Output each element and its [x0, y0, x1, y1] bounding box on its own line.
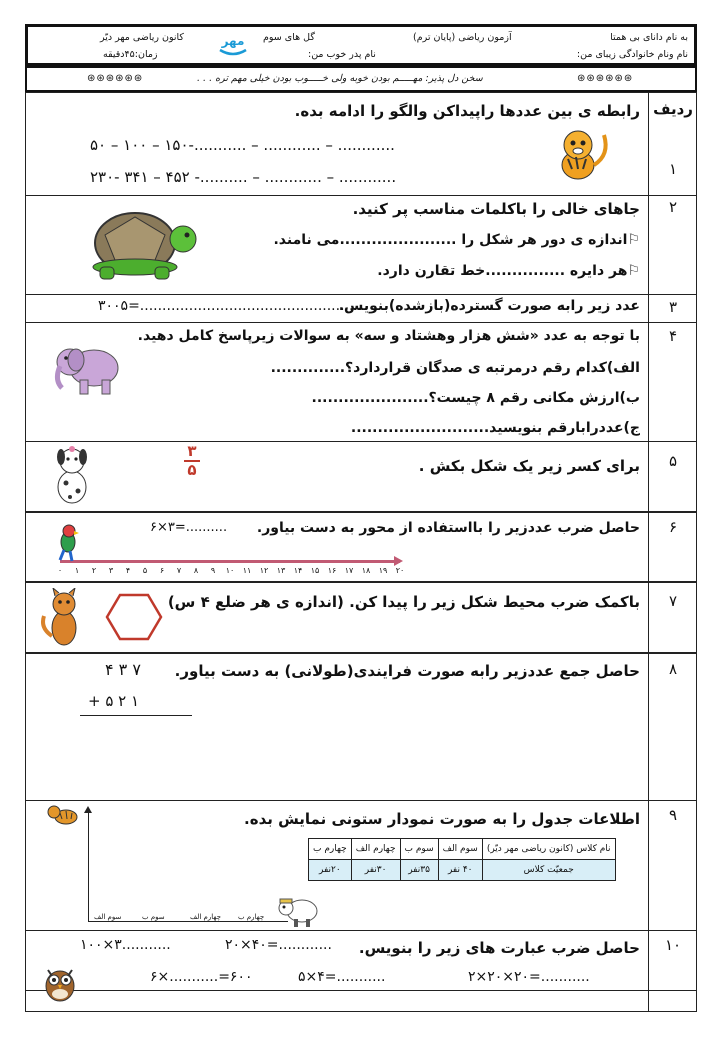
table-header-cell: چهارم الف — [351, 839, 400, 860]
elephant-icon — [52, 340, 124, 402]
flag-icon: ⚐ — [627, 263, 640, 279]
table-cell: ۳۵نفر — [400, 860, 438, 881]
q9-number: ۹ — [668, 806, 678, 824]
header-class: گل های سوم — [263, 32, 315, 43]
q5-fraction — [180, 443, 204, 479]
tiger-icon — [548, 125, 614, 191]
q3-text: عدد زیر رابه صورت گسترده(بازشده)بنویس. — [338, 298, 640, 314]
exam-header — [25, 24, 697, 66]
table-header-cell: سوم الف — [438, 839, 482, 860]
row-divider — [25, 294, 697, 295]
q2-text: جاهای خالی را باکلمات مناسب پر کنید. — [352, 200, 640, 218]
q6-text: حاصل ضرب عددزیر را بااستفاده از محور به دست بیاور. — [256, 520, 640, 536]
q10-expr-3: ۶×...........=۶۰۰ — [150, 969, 253, 985]
q3-number: ۳ — [668, 298, 678, 316]
q3-answer-line: ۳۰۰۵=.................................................. — [98, 298, 363, 314]
row-divider — [25, 990, 697, 991]
q10-expr-4: ۵×۴=........... — [298, 969, 386, 985]
q4-text: با توجه به عدد «شش هزار وهشتاد و سه» به سوالات زیرپاسخ کامل دهید. — [137, 328, 640, 344]
quote-stars-left: ⊛⊛⊛⊛⊛⊛ — [87, 73, 144, 84]
chart-category-label: سوم الف — [94, 913, 122, 921]
chart-category-label: چهارم ب — [238, 913, 265, 921]
q8-sum-line — [80, 715, 192, 716]
q8-addend-bottom: + ۵ ۲ ۱ — [88, 692, 140, 710]
axis-tick-label: ۴ — [125, 566, 131, 575]
quote-text: سخن دل پذیر: مهـــــم بودن خوبه ولی خـــــوب بودن خیلی مهم تره . . . — [197, 73, 483, 84]
axis-tick-label: ۱ — [74, 566, 80, 575]
table-header-cell: نام کلاس (کانون ریاضی مهر دیّر) — [482, 839, 615, 860]
radif-divider — [648, 92, 649, 1012]
radif-header: ردیف — [653, 100, 693, 118]
axis-tick-label: ۳ — [108, 566, 114, 575]
q4-part-b: ب)ارزش مکانی رقم ۸ چیست؟...................... — [311, 390, 640, 406]
axis-tick-label: ۱۹ — [378, 566, 388, 575]
axis-tick-label: ۲ — [91, 566, 97, 575]
dalmatian-icon — [50, 445, 96, 513]
q10-text: حاصل ضرب عبارت های زیر را بنویس. — [358, 939, 640, 957]
owl-icon — [40, 962, 80, 1008]
row-divider — [25, 581, 697, 583]
hexagon-shape — [105, 593, 163, 645]
header-name-field: نام ونام خانوادگی زیبای من: — [576, 49, 688, 60]
chart-category-label: چهارم الف — [190, 913, 221, 921]
axis-tick-label: ۱۸ — [361, 566, 371, 575]
quote-bar — [25, 66, 697, 92]
table-cell: جمعیّت کلاس — [482, 860, 615, 881]
tiger-small-icon — [46, 801, 80, 831]
header-basmala: به نام دانای بی همتا — [610, 32, 688, 43]
q2-line-2-text: هر دایره ...............خط تقارن دارد. — [377, 263, 628, 279]
row-divider — [25, 800, 697, 801]
sheep-icon — [276, 893, 320, 933]
chart-category-label: سوم ب — [142, 913, 165, 921]
q4-part-a: الف)کدام رقم درمرتبه ی صدگان قراردارد؟.............. — [270, 360, 640, 376]
number-line-labels — [57, 566, 405, 580]
row-divider — [25, 511, 697, 513]
q6-expression: ۶×۳=.......... — [150, 520, 228, 535]
axis-tick-label: ۸ — [193, 566, 199, 575]
q9-data-table — [308, 838, 616, 881]
q10-number: ۱۰ — [664, 936, 682, 954]
q10-expr-5: ۲×۲۰×۲۰=........... — [468, 969, 590, 985]
table-header-cell: چهارم ب — [309, 839, 352, 860]
row-divider — [25, 930, 697, 931]
axis-tick-label: ۱۴ — [293, 566, 303, 575]
q4-number: ۴ — [668, 327, 678, 345]
logo-text: مهر — [221, 34, 245, 48]
header-group: کانون ریاضی مهر دیّر — [100, 32, 184, 43]
y-axis-arrow-icon — [84, 806, 92, 813]
q2-line-1-text: اندازه ی دور هر شکل را ......................می نامند. — [273, 232, 628, 248]
q10-expr-2: ۲۰×۴۰=............ — [225, 937, 332, 953]
axis-tick-label: ۹ — [210, 566, 216, 575]
parrot-icon — [54, 522, 84, 566]
q10-expr-1: ۱۰۰×۳........... — [80, 937, 171, 953]
axis-tick-label: ۱۱ — [242, 566, 252, 575]
axis-tick-label: ۵ — [142, 566, 148, 575]
flag-icon: ⚐ — [627, 232, 640, 248]
q1-sequence-1: ۵۰ – ۱۰۰ – ۱۵۰-........... – ............ – ............ — [90, 136, 395, 154]
axis-tick-label: ۱۳ — [276, 566, 286, 575]
table-cell: ۴۰ نفر — [438, 860, 482, 881]
header-exam-title: آزمون ریاضی (پایان ترم) — [413, 32, 512, 43]
row-divider — [25, 195, 697, 196]
axis-tick-label: ۱۷ — [344, 566, 354, 575]
axis-tick-label: ۷ — [176, 566, 182, 575]
table-cell: ۳۰نفر — [351, 860, 400, 881]
axis-tick-label: ۱۲ — [259, 566, 269, 575]
header-father-field: نام پدر خوب من: — [308, 49, 376, 60]
logo — [216, 30, 250, 60]
q7-number: ۷ — [668, 592, 678, 610]
row-divider — [25, 441, 697, 442]
axis-tick-label: ۱۶ — [327, 566, 337, 575]
q1-number: ۱ — [668, 160, 678, 178]
q5-number: ۵ — [668, 452, 678, 470]
q2-line-2 — [377, 263, 640, 279]
q4-part-c: ج)عددرابارقم بنویسید.......................... — [350, 420, 640, 436]
turtle-icon — [85, 205, 205, 287]
axis-tick-label: ۶ — [159, 566, 165, 575]
axis-tick-label: ۱۰ — [225, 566, 235, 575]
table-header-cell: سوم ب — [400, 839, 438, 860]
q6-number: ۶ — [668, 518, 678, 536]
q8-number: ۸ — [668, 660, 678, 678]
q5-text: برای کسر زیر یک شکل بکش . — [418, 457, 640, 475]
header-time: زمان:۴۵دقیقه — [103, 49, 158, 60]
row-divider — [25, 652, 697, 654]
q7-text: باکمک ضرب محیط شکل زیر را پیدا کن. (اندازه ی هر ضلع ۴ س) — [167, 593, 640, 611]
q1-text: رابطه ی بین عددها راپیداکن والگو را ادامه بده. — [294, 102, 640, 120]
quote-stars-right: ⊛⊛⊛⊛⊛⊛ — [577, 73, 634, 84]
axis-tick-label: ۲۰ — [395, 566, 405, 575]
fraction-numerator: ۳ — [187, 442, 197, 460]
q8-addend-top: ۴ ۳ ۷ — [105, 660, 141, 679]
axis-tick-label: ۰ — [57, 566, 63, 575]
axis-tick-label: ۱۵ — [310, 566, 320, 575]
chart-y-axis — [88, 810, 89, 922]
lynx-icon — [38, 588, 86, 652]
q2-line-1 — [273, 232, 640, 248]
table-cell: ۲۰نفر — [309, 860, 352, 881]
number-line-arrow-icon — [394, 556, 403, 566]
q2-number: ۲ — [668, 198, 678, 216]
q1-sequence-2: ۲۳۰- ۳۴۱ – ۴۵۲ -.......... – ............ – ............ — [90, 168, 397, 186]
number-line — [60, 560, 400, 563]
chart-x-labels — [88, 913, 288, 925]
q9-text: اطلاعات جدول را به صورت نمودار ستونی نمایش بده. — [244, 810, 640, 828]
q8-text: حاصل جمع عددزیر رابه صورت فرایندی(طولانی) به دست بیاور. — [174, 662, 640, 680]
fraction-denominator: ۵ — [187, 461, 197, 479]
row-divider — [25, 322, 697, 323]
